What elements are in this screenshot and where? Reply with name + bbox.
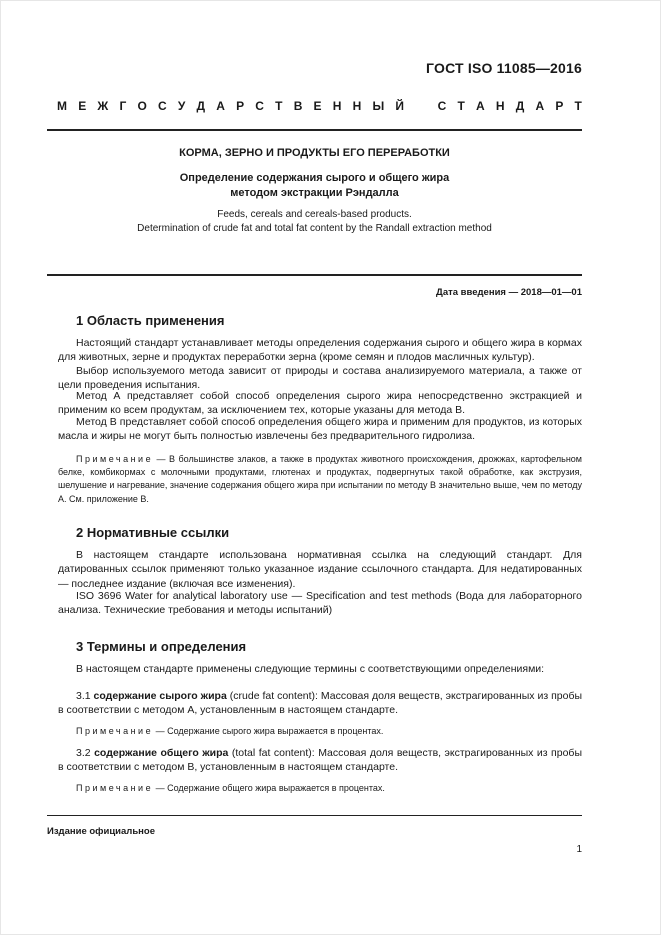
section-2-paragraph-1: В настоящем стандарте использована нормативная ссылка на следующий стандарт. Для датированных ссылок применяют только указанное издание ссылочного стандарта. Для недатированных — последнее издание (включая все изменения). (58, 549, 582, 590)
page-number: 1 (576, 844, 582, 855)
note-label: Примечание (76, 783, 154, 793)
term-3-1-name: содержание сырого жира (93, 690, 227, 702)
section-1-paragraph-3: Метод А представляет собой способ определения сырого жира непосредственно экстракцией и применим ко всем продуктам, за исключением тех, которые указаны для метода В. (58, 390, 582, 417)
document-title: КОРМА, ЗЕРНО И ПРОДУКТЫ ЕГО ПЕРЕРАБОТКИ (179, 147, 450, 159)
term-3-2 (58, 746, 582, 775)
section-1-paragraph-2: Выбор используемого метода зависит от природы и состава анализируемого материала, а также от цели проведения испытания. (58, 365, 582, 392)
interstate-letter: Ж (97, 99, 109, 113)
title-divider (47, 274, 582, 276)
section-1-heading: 1 Область применения (76, 313, 225, 328)
term-3-2-number: 3.2 (76, 747, 95, 759)
interstate-letter: Д (196, 99, 206, 113)
english-title-line-1: Feeds, cereals and cereals-based products. (217, 209, 412, 220)
term-3-2-name: содержание общего жира (94, 747, 229, 759)
interstate-letter: У (177, 99, 186, 113)
note-text: — Содержание сырого жира выражается в процентах. (153, 726, 384, 736)
interstate-letter: С (157, 99, 167, 113)
subtitle-line-1: Определение содержания сырого и общего жира (179, 172, 450, 184)
english-title-line-2: Determination of crude fat and total fat content by the Randall extraction method (137, 223, 492, 234)
section-2-paragraph-2: ISO 3696 Water for analytical laboratory use — Specification and test methods (Вода для лабораторного анализа. Технические требования и методы испытаний) (58, 590, 582, 617)
term-3-1-note (58, 725, 582, 738)
interstate-letter: Д (515, 99, 525, 113)
interstate-letter: Т (457, 99, 465, 113)
document-subtitle (47, 171, 582, 201)
subtitle-line-2: методом экстракции Рэндалла (230, 187, 399, 199)
interstate-letter: Е (78, 99, 87, 113)
header-divider (47, 129, 582, 131)
interstate-letter: Т (275, 99, 283, 113)
interstate-letter: А (535, 99, 545, 113)
introduction-date: Дата введения — 2018—01—01 (436, 287, 582, 298)
note-label: Примечание (76, 454, 154, 464)
english-title (47, 208, 582, 236)
interstate-letter: В (293, 99, 303, 113)
interstate-letter: М (57, 99, 67, 113)
section-1-paragraph-1: Настоящий стандарт устанавливает методы определения содержания сырого и общего жира в кормах для животных, зерне и продуктах переработки зерна (кроме семян и плодов масличных культур). (58, 337, 582, 364)
gost-number: ГОСТ ISO 11085—2016 (426, 60, 582, 76)
term-3-1-number: 3.1 (76, 690, 94, 702)
footer-divider (47, 815, 582, 816)
section-3-heading: 3 Термины и определения (76, 639, 247, 654)
interstate-letter: А (475, 99, 485, 113)
interstate-letter: Г (119, 99, 127, 113)
edition-label: Издание официальное (47, 826, 155, 837)
interstate-letter: О (137, 99, 147, 113)
interstate-standard-label (57, 99, 582, 113)
interstate-letter: С (255, 99, 264, 113)
interstate-letter: С (437, 99, 447, 113)
note-label: Примечание (76, 726, 154, 736)
section-1-note (58, 453, 582, 506)
interstate-letter: Е (313, 99, 322, 113)
interstate-letter: Н (352, 99, 362, 113)
term-3-2-definition: (total fat content): Массовая доля веществ, экстрагированных из пробы в соответствии с методом В, установленным в настоящем стандарте. (58, 747, 582, 774)
section-3-paragraph-1: В настоящем стандарте применены следующие термины с соответствующими определениями: (76, 663, 545, 675)
interstate-letter: Р (555, 99, 564, 113)
term-3-1 (58, 689, 582, 718)
interstate-letter: Й (395, 99, 405, 113)
interstate-letter: Н (332, 99, 342, 113)
term-3-2-note (58, 782, 582, 795)
interstate-letter: Т (574, 99, 582, 113)
interstate-letter: А (216, 99, 225, 113)
term-3-1-definition: (crude fat content): Массовая доля веществ, экстрагированных из пробы в соответствии с методом А, установленным в настоящем стандарте. (58, 690, 583, 717)
interstate-letter: Р (236, 99, 245, 113)
section-2-heading: 2 Нормативные ссылки (76, 525, 230, 540)
note-text: — Содержание общего жира выражается в процентах. (153, 783, 385, 793)
section-1-paragraph-4: Метод В представляет собой способ определения общего жира и применим для продуктов, из которых масла и жиры не могут быть полностью извлечены без предварительного гидролиза. (58, 416, 582, 443)
interstate-letter: Ы (372, 99, 385, 113)
interstate-letter: Н (495, 99, 505, 113)
note-text: — В большинстве злаков, а также в продуктах животного происхождения, дрожжах, картофельном белке, комбикормах с молочными продуктами, глютенах и продуктах, подвергнутых такой обработке, как экструзия, шелушение и нагревание, значение содержания общего жира при испытании по методу В значительно выше, чем по методу А. См. приложение В. (58, 454, 582, 504)
